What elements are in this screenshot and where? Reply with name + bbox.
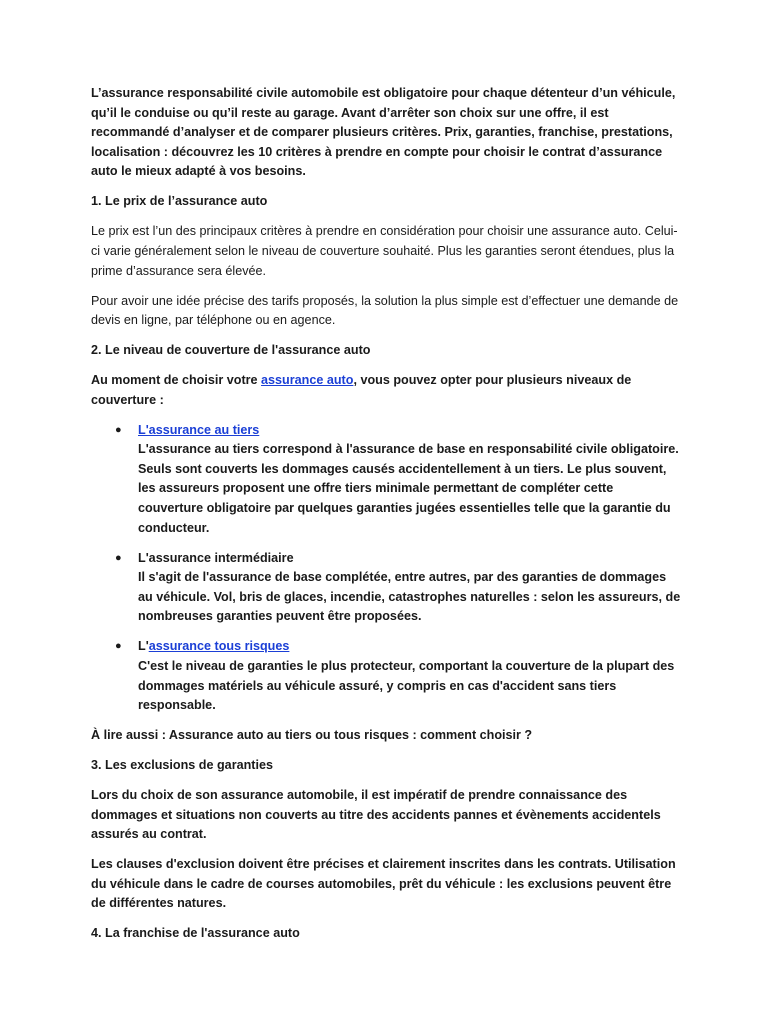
assurance-au-tiers-link[interactable]: L'assurance au tiers: [138, 422, 260, 437]
intro-paragraph: L’assurance responsabilité civile automobile est obligatoire pour chaque détenteur d’un véhicule, qu’il le conduise ou qu’il reste au garage. Avant d’arrêter son choix sur une offre, il est recommandé d’analyser et de comparer plusieurs critères. Prix, garanties, franchise, prestations, localisation : découvrez les 10 critères à prendre en compte pour choisir le contrat d’assurance auto le mieux adapté à vos besoins.: [91, 86, 676, 179]
bullet-icon: ●: [115, 640, 122, 653]
assurance-tous-risques-link[interactable]: assurance tous risques: [148, 639, 290, 654]
section-1-paragraph-2: Pour avoir une idée précise des tarifs proposés, la solution la plus simple est d’effectuer une demande de devis en ligne, par téléphone ou en agence.: [91, 293, 679, 328]
coverage-levels-list: [91, 421, 681, 716]
list-item-title-prefix: L': [138, 639, 149, 654]
list-item-title: L'assurance intermédiaire: [138, 550, 294, 565]
section-2-intro-after: , vous pouvez opter pour plusieurs niveaux de couverture :: [91, 373, 632, 407]
section-3-paragraph-2: Les clauses d'exclusion doivent être précises et clairement inscrites dans les contrats. Utilisation du véhicule dans le cadre de courses automobiles, prêt du véhicule : les exclusions peuvent être de différentes natures.: [91, 857, 676, 911]
list-item-body: C'est le niveau de garanties le plus protecteur, comportant la couverture de la plupart des dommages matériels au véhicule assuré, y compris en cas d'accident sans tiers responsable.: [138, 658, 675, 713]
section-4-heading: 4. La franchise de l'assurance auto: [91, 926, 300, 941]
section-2-heading: 2. Le niveau de couverture de l'assurance auto: [91, 343, 371, 358]
section-3-heading: 3. Les exclusions de garanties: [91, 758, 273, 773]
section-2-intro-before: Au moment de choisir votre: [91, 373, 262, 388]
list-item: [91, 549, 681, 627]
section-1-heading: 1. Le prix de l’assurance auto: [91, 194, 268, 209]
see-also-line: À lire aussi : Assurance auto au tiers ou tous risques : comment choisir ?: [91, 728, 533, 743]
list-item: [91, 421, 681, 539]
list-item-body: L'assurance au tiers correspond à l'assurance de base en responsabilité civile obligatoire. Seuls sont couverts les dommages causés accidentellement à un tiers. Le plus souvent, les assureurs proposent une offre tiers minimale permettant de compléter cette couverture obligatoire par quelques garanties jugées essentielles telle que la garantie du conducteur.: [138, 442, 679, 535]
article-body: [91, 84, 681, 954]
section-1-paragraph-1: Le prix est l’un des principaux critères à prendre en considération pour choisir une assurance auto. Celui-ci varie généralement selon le niveau de couverture souhaité. Plus les garanties seront étendues, plus la prime d’assurance sera élevée.: [91, 224, 678, 278]
assurance-auto-link[interactable]: assurance auto: [261, 373, 354, 388]
list-item-body: Il s'agit de l'assurance de base complétée, entre autres, par des garanties de dommages au véhicule. Vol, bris de glaces, incendie, catastrophes naturelles : selon les assureurs, de nombreuses garanties peuvent être proposées.: [138, 570, 681, 624]
section-3-paragraph-1: Lors du choix de son assurance automobile, il est impératif de prendre connaissance des dommages et situations non couverts au titre des accidents pannes et évènements accidentels assurés au contrat.: [91, 788, 661, 842]
bullet-icon: ●: [115, 551, 122, 564]
list-item-title: [138, 637, 681, 657]
section-2-intro: [91, 371, 681, 410]
bullet-icon: ●: [115, 423, 122, 436]
list-item: [91, 637, 681, 715]
list-item-title: [138, 421, 681, 441]
